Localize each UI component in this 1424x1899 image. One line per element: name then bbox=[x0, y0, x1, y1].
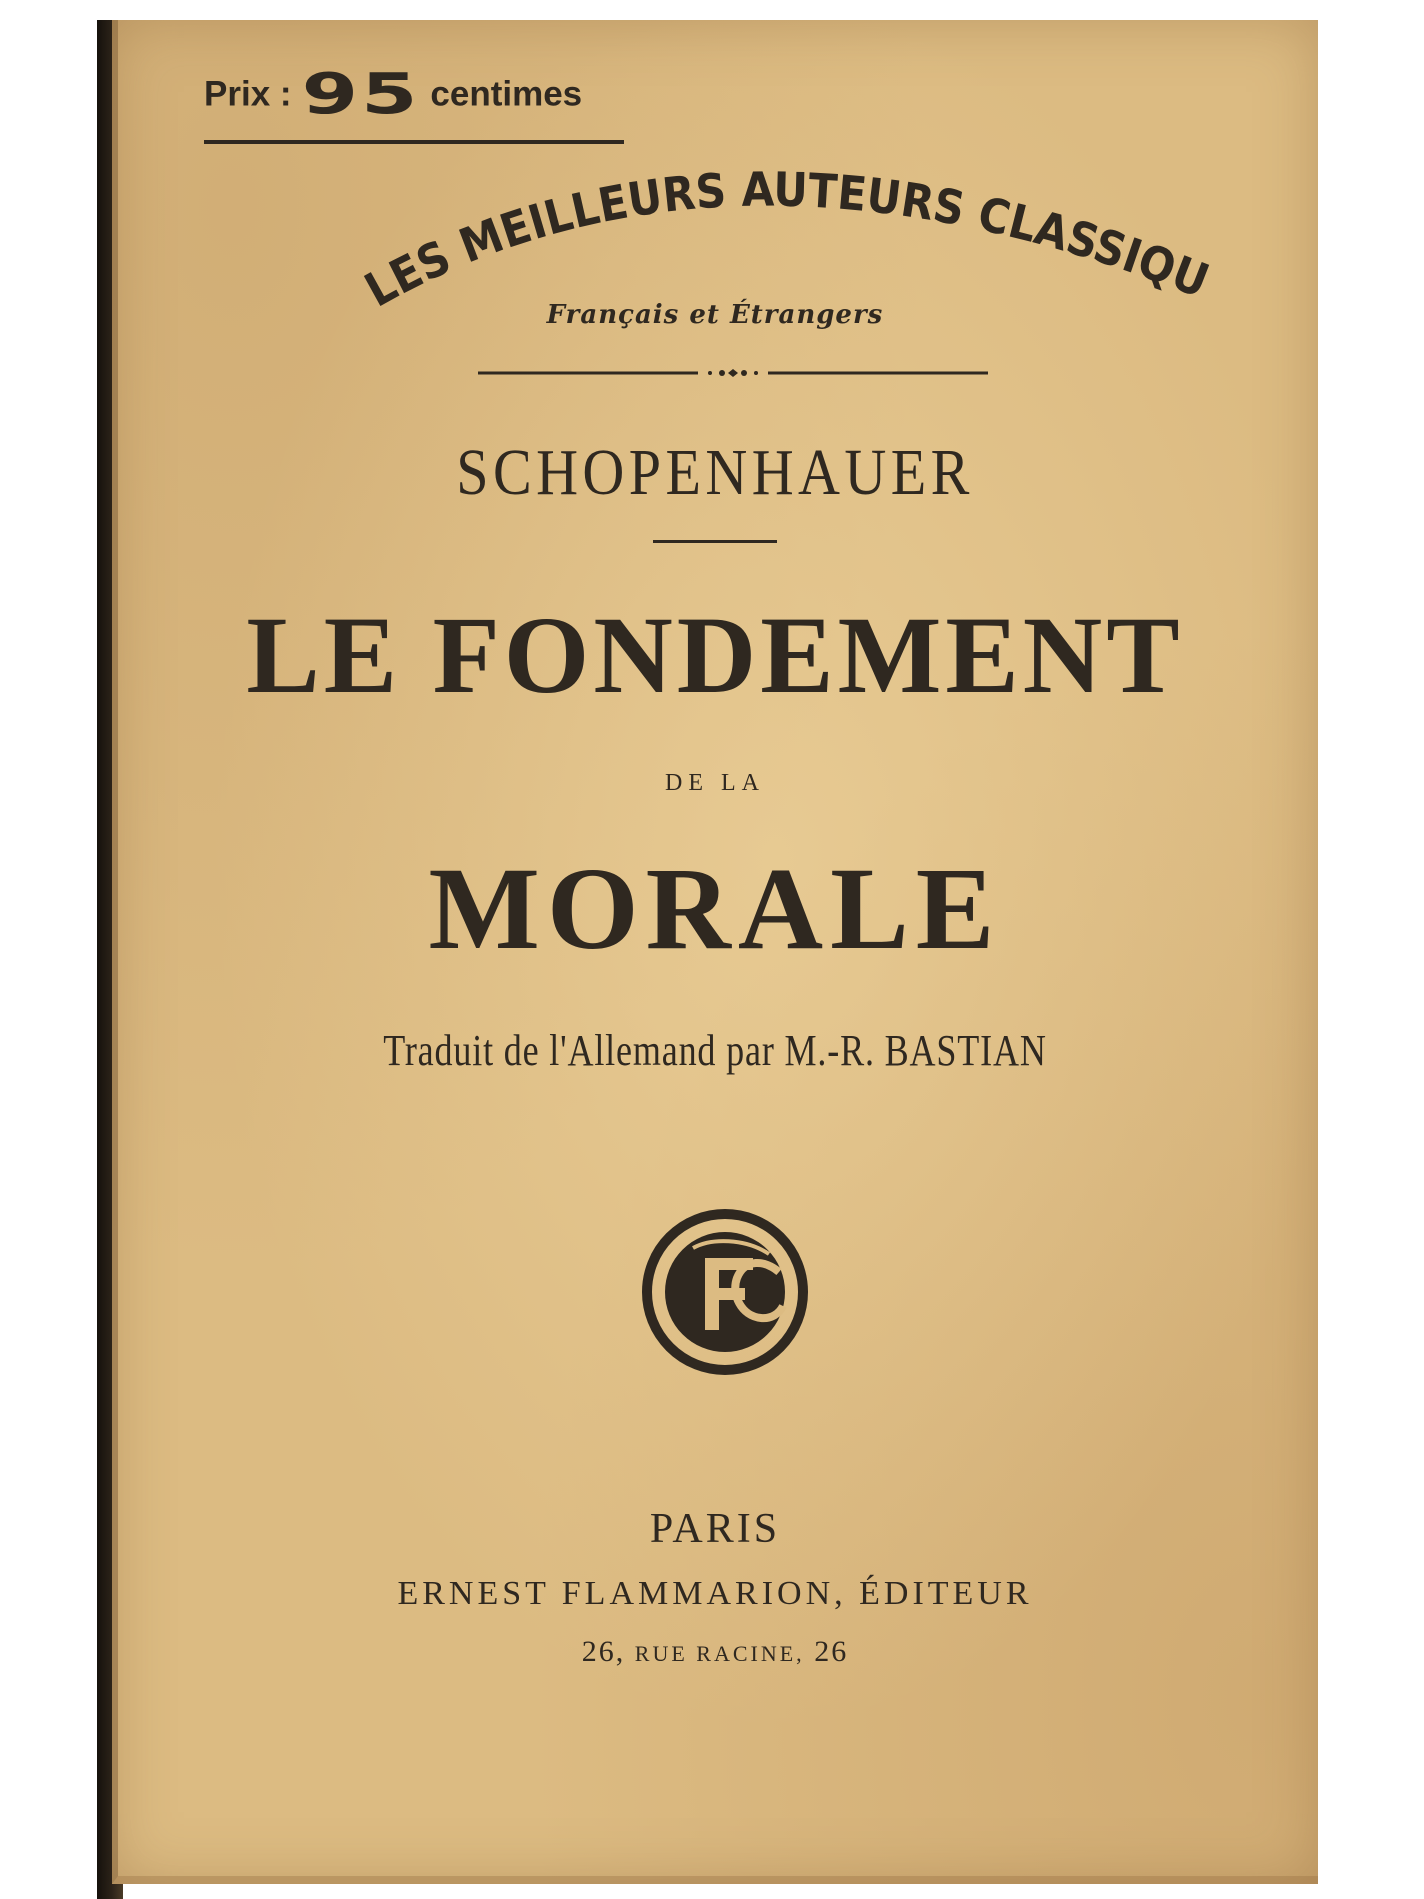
author-name: SCHOPENHAUER bbox=[456, 436, 974, 509]
monogram-logo-icon bbox=[641, 1208, 809, 1376]
book-cover bbox=[112, 20, 1318, 1884]
price-unit: centimes bbox=[430, 74, 583, 114]
series-title-path: LES MEILLEURS AUTEURS CLASSIQU bbox=[356, 170, 1216, 319]
address-number-left: 26, bbox=[581, 1635, 626, 1668]
price-prefix: Prix : bbox=[204, 74, 292, 114]
book-title-connector: DE LA bbox=[665, 770, 765, 796]
address-number-right: 26 bbox=[814, 1635, 849, 1668]
price-amount: 95 bbox=[301, 62, 421, 127]
series-subtitle: Français et Étrangers bbox=[546, 300, 884, 330]
series-title-arc bbox=[292, 170, 1292, 320]
author-divider bbox=[653, 540, 777, 543]
book-title-line-2: MORALE bbox=[428, 843, 1002, 974]
price-label bbox=[204, 62, 624, 127]
publisher-address bbox=[112, 1635, 1318, 1669]
series-title bbox=[292, 170, 1292, 320]
ornamental-rule-icon bbox=[478, 366, 988, 380]
price-underline bbox=[204, 140, 624, 144]
publisher-name: ERNEST FLAMMARION, ÉDITEUR bbox=[397, 1575, 1033, 1612]
publisher-city: PARIS bbox=[649, 1506, 781, 1552]
address-street: RUE RACINE, bbox=[634, 1641, 805, 1666]
book-title-line-1: LE FONDEMENT bbox=[246, 594, 1184, 716]
series-title-text bbox=[292, 170, 1216, 318]
translator-credit: Traduit de l'Allemand par M.-R. BASTIAN bbox=[383, 1026, 1047, 1075]
